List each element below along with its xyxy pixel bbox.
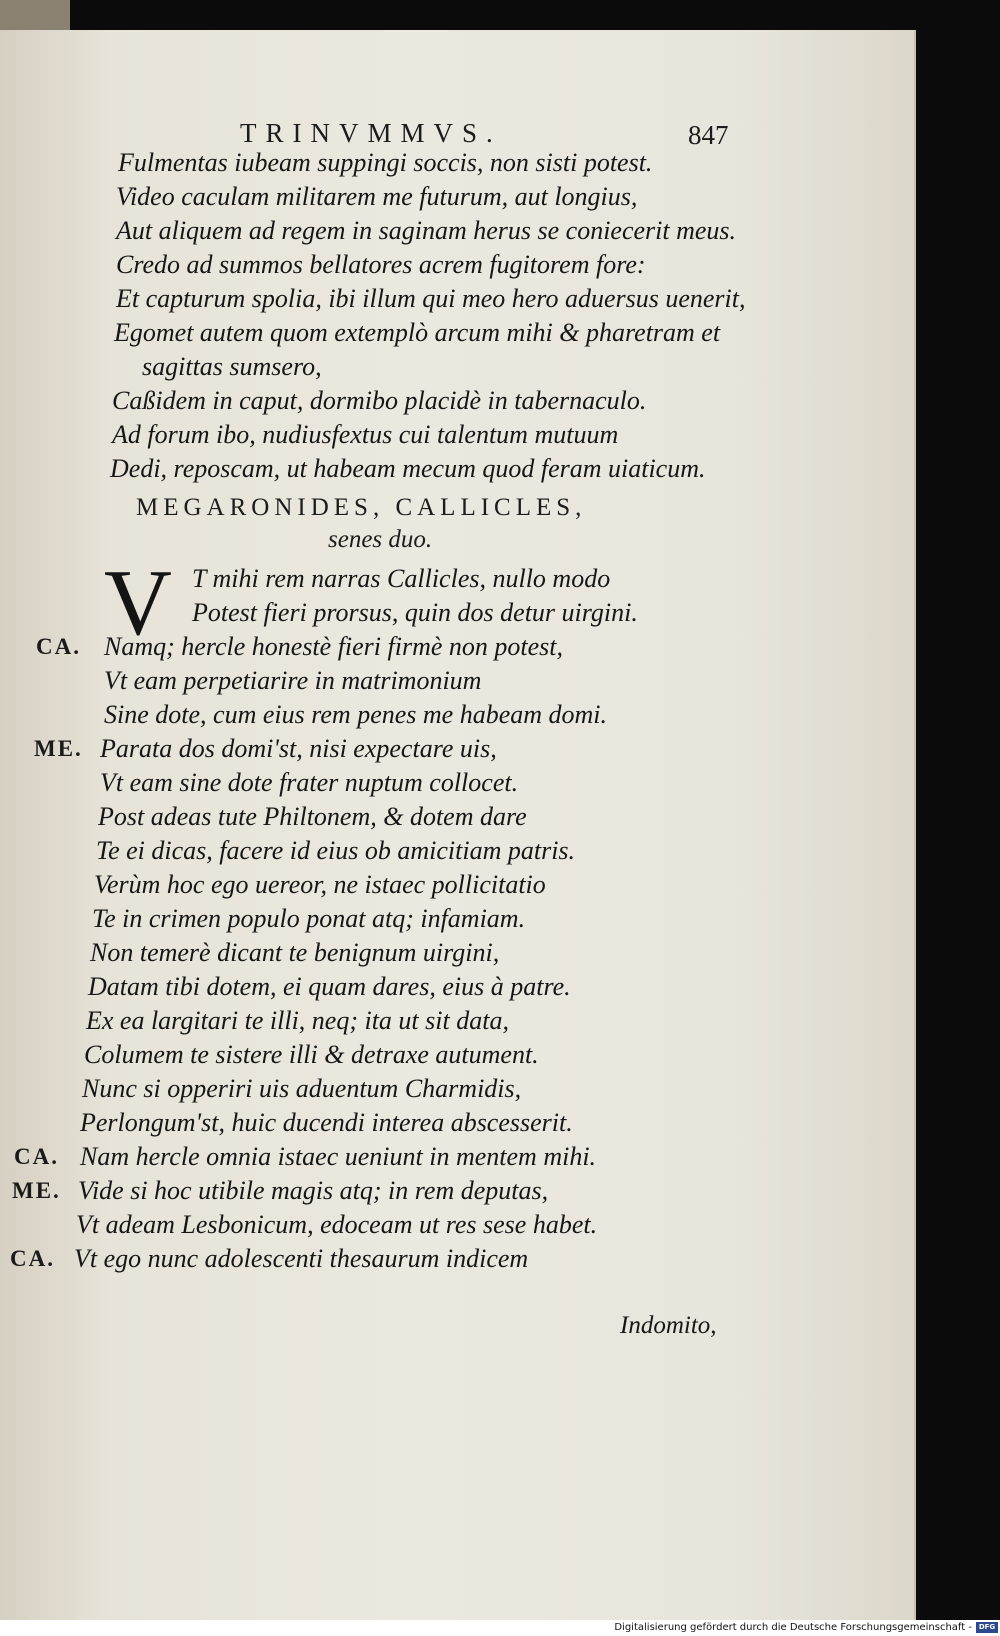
dialogue-line: Nam hercle omnia istaec ueniunt in mentem mihi.: [80, 1142, 597, 1171]
dfg-logo-icon: DFG: [976, 1622, 998, 1633]
dialogue-line: Vt eam perpetiarire in matrimonium: [104, 666, 482, 695]
running-head: TRINVMMVS.: [240, 118, 502, 148]
dialogue-line: Verùm hoc ego uereor, ne istaec pollicitatio: [94, 870, 546, 899]
verse-line: Dedi, reposcam, ut habeam mecum quod feram uiaticum.: [110, 454, 706, 483]
verse-line: sagittas sumsero,: [142, 352, 322, 381]
speaker-label: CA.: [10, 1246, 55, 1271]
dialogue-line: Te ei dicas, facere id eius ob amicitiam patris.: [96, 836, 576, 865]
dialogue-line: Post adeas tute Philtonem, & dotem dare: [98, 802, 527, 831]
book-page: [0, 30, 916, 1620]
dialogue-line: Nunc si opperiri uis aduentum Charmidis,: [82, 1074, 522, 1103]
dialogue-line: Potest fieri prorsus, quin dos detur uirgini.: [192, 598, 638, 627]
dialogue-line: Ex ea largitari te illi, neq; ita ut sit data,: [86, 1006, 509, 1035]
dialogue-line: Columem te sistere illi & detraxe autument.: [84, 1040, 539, 1069]
drop-cap: V: [104, 551, 172, 655]
dialogue-line: Parata dos domi'st, nisi expectare uis,: [100, 734, 497, 763]
verse-line: Credo ad summos bellatores acrem fugitorem fore:: [116, 250, 646, 279]
dialogue-line: Te in crimen populo ponat atq; infamiam.: [92, 904, 526, 933]
verse-line: Egomet autem quom extemplò arcum mihi & pharetram et: [114, 318, 721, 347]
page-number: 847: [688, 120, 729, 150]
dialogue-line: Sine dote, cum eius rem penes me habeam domi.: [104, 700, 608, 729]
scene-subheading: senes duo.: [328, 526, 433, 553]
verse-line: Ad forum ibo, nudiusfextus cui talentum mutuum: [112, 420, 619, 449]
dialogue-line: Vide si hoc utibile magis atq; in rem deputas,: [78, 1176, 549, 1205]
scene-heading: MEGARONIDES, CALLICLES,: [136, 494, 587, 521]
verse-line: Caßidem in caput, dormibo placidè in tabernaculo.: [112, 386, 647, 415]
dialogue-line: Namq; hercle honestè fieri firmè non potest,: [104, 632, 564, 661]
speaker-label: ME.: [12, 1178, 61, 1203]
dialogue-line: Vt adeam Lesbonicum, edoceam ut res sese habet.: [76, 1210, 598, 1239]
verse-line: Video caculam militarem me futurum, aut longius,: [116, 182, 638, 211]
dialogue-line: Perlongum'st, huic ducendi interea abscesserit.: [80, 1108, 573, 1137]
speaker-label: CA.: [36, 634, 81, 659]
catchword: Indomito,: [620, 1312, 717, 1339]
verse-line: Fulmentas iubeam suppingi soccis, non sisti potest.: [118, 148, 653, 177]
verse-line: Et capturum spolia, ibi illum qui meo hero aduersus uenerit,: [116, 284, 746, 313]
dialogue-line: Vt eam sine dote frater nuptum collocet.: [100, 768, 519, 797]
funding-credit: Digitalisierung gefördert durch die Deutsche Forschungsgemeinschaft -: [614, 1622, 972, 1633]
dialogue-line: Non temerè dicant te benignum uirgini,: [90, 938, 500, 967]
speaker-label: CA.: [14, 1144, 59, 1169]
dialogue-line: Vt ego nunc adolescenti thesaurum indicem: [74, 1244, 529, 1273]
verse-line: Aut aliquem ad regem in saginam herus se coniecerit meus.: [116, 216, 737, 245]
speaker-label: ME.: [34, 736, 83, 761]
dialogue-line: Datam tibi dotem, ei quam dares, eius à patre.: [88, 972, 571, 1001]
dialogue-line: T mihi rem narras Callicles, nullo modo: [192, 564, 611, 593]
